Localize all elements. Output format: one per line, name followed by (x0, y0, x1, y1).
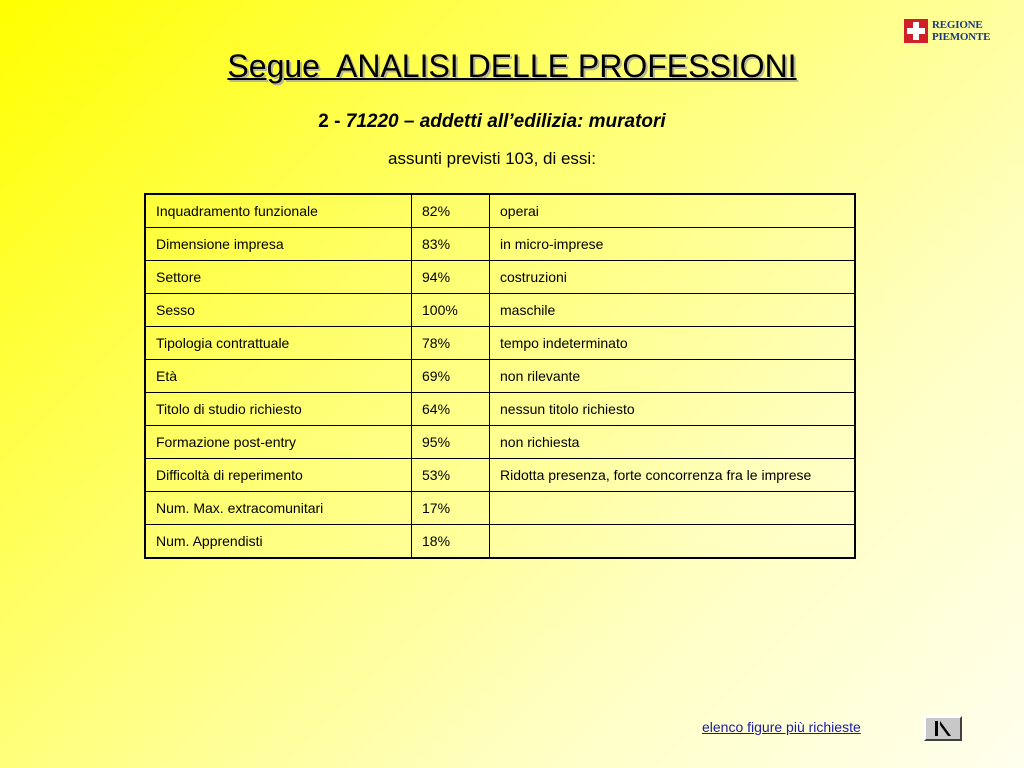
row-label: Dimensione impresa (145, 228, 412, 261)
logo-line-1: REGIONE (932, 19, 983, 31)
row-label: Difficoltà di reperimento (145, 459, 412, 492)
table-row (145, 459, 855, 492)
row-percent: 18% (412, 525, 490, 559)
row-label: Tipologia contrattuale (145, 327, 412, 360)
table-row (145, 327, 855, 360)
table-row (145, 294, 855, 327)
row-value: costruzioni (490, 261, 856, 294)
row-percent: 69% (412, 360, 490, 393)
row-value: maschile (490, 294, 856, 327)
crest-icon (904, 19, 928, 43)
table-row (145, 492, 855, 525)
row-percent: 94% (412, 261, 490, 294)
table-row (145, 393, 855, 426)
logo-line-2: PIEMONTE (932, 31, 991, 43)
row-value: operai (490, 194, 856, 228)
hiring-summary: assunti previsti 103, di essi: (388, 149, 596, 168)
row-label: Num. Apprendisti (145, 525, 412, 559)
row-percent: 100% (412, 294, 490, 327)
regione-piemonte-logo (904, 16, 992, 46)
row-value: nessun titolo richiesto (490, 393, 856, 426)
table-row (145, 360, 855, 393)
row-value (490, 492, 856, 525)
row-value: in micro-imprese (490, 228, 856, 261)
row-label: Inquadramento funzionale (145, 194, 412, 228)
row-percent: 78% (412, 327, 490, 360)
row-value: tempo indeterminato (490, 327, 856, 360)
table-row (145, 426, 855, 459)
row-value: non rilevante (490, 360, 856, 393)
row-label: Settore (145, 261, 412, 294)
row-label: Formazione post-entry (145, 426, 412, 459)
logo-text (932, 19, 990, 43)
profession-analysis-table (144, 193, 856, 559)
row-label: Sesso (145, 294, 412, 327)
row-percent: 82% (412, 194, 490, 228)
page-subtitle (0, 111, 984, 133)
most-requested-list-link[interactable]: elenco figure più richieste (702, 719, 861, 735)
row-percent: 53% (412, 459, 490, 492)
row-label: Num. Max. extracomunitari (145, 492, 412, 525)
row-value: Ridotta presenza, forte concorrenza fra le imprese (490, 459, 856, 492)
table-row (145, 228, 855, 261)
row-label: Titolo di studio richiesto (145, 393, 412, 426)
row-percent: 64% (412, 393, 490, 426)
subtitle-prefix: 2 - (318, 111, 346, 132)
back-to-start-button[interactable] (924, 716, 962, 741)
table-row (145, 194, 855, 228)
row-percent: 95% (412, 426, 490, 459)
row-percent: 83% (412, 228, 490, 261)
row-value (490, 525, 856, 559)
skip-to-start-icon (926, 718, 960, 739)
row-percent: 17% (412, 492, 490, 525)
table-row (145, 261, 855, 294)
page-title: Segue ANALISI DELLE PROFESSIONI (227, 48, 797, 84)
row-value: non richiesta (490, 426, 856, 459)
table-row (145, 525, 855, 559)
row-label: Età (145, 360, 412, 393)
subtitle-profession: 71220 – addetti all’edilizia: muratori (345, 111, 666, 132)
